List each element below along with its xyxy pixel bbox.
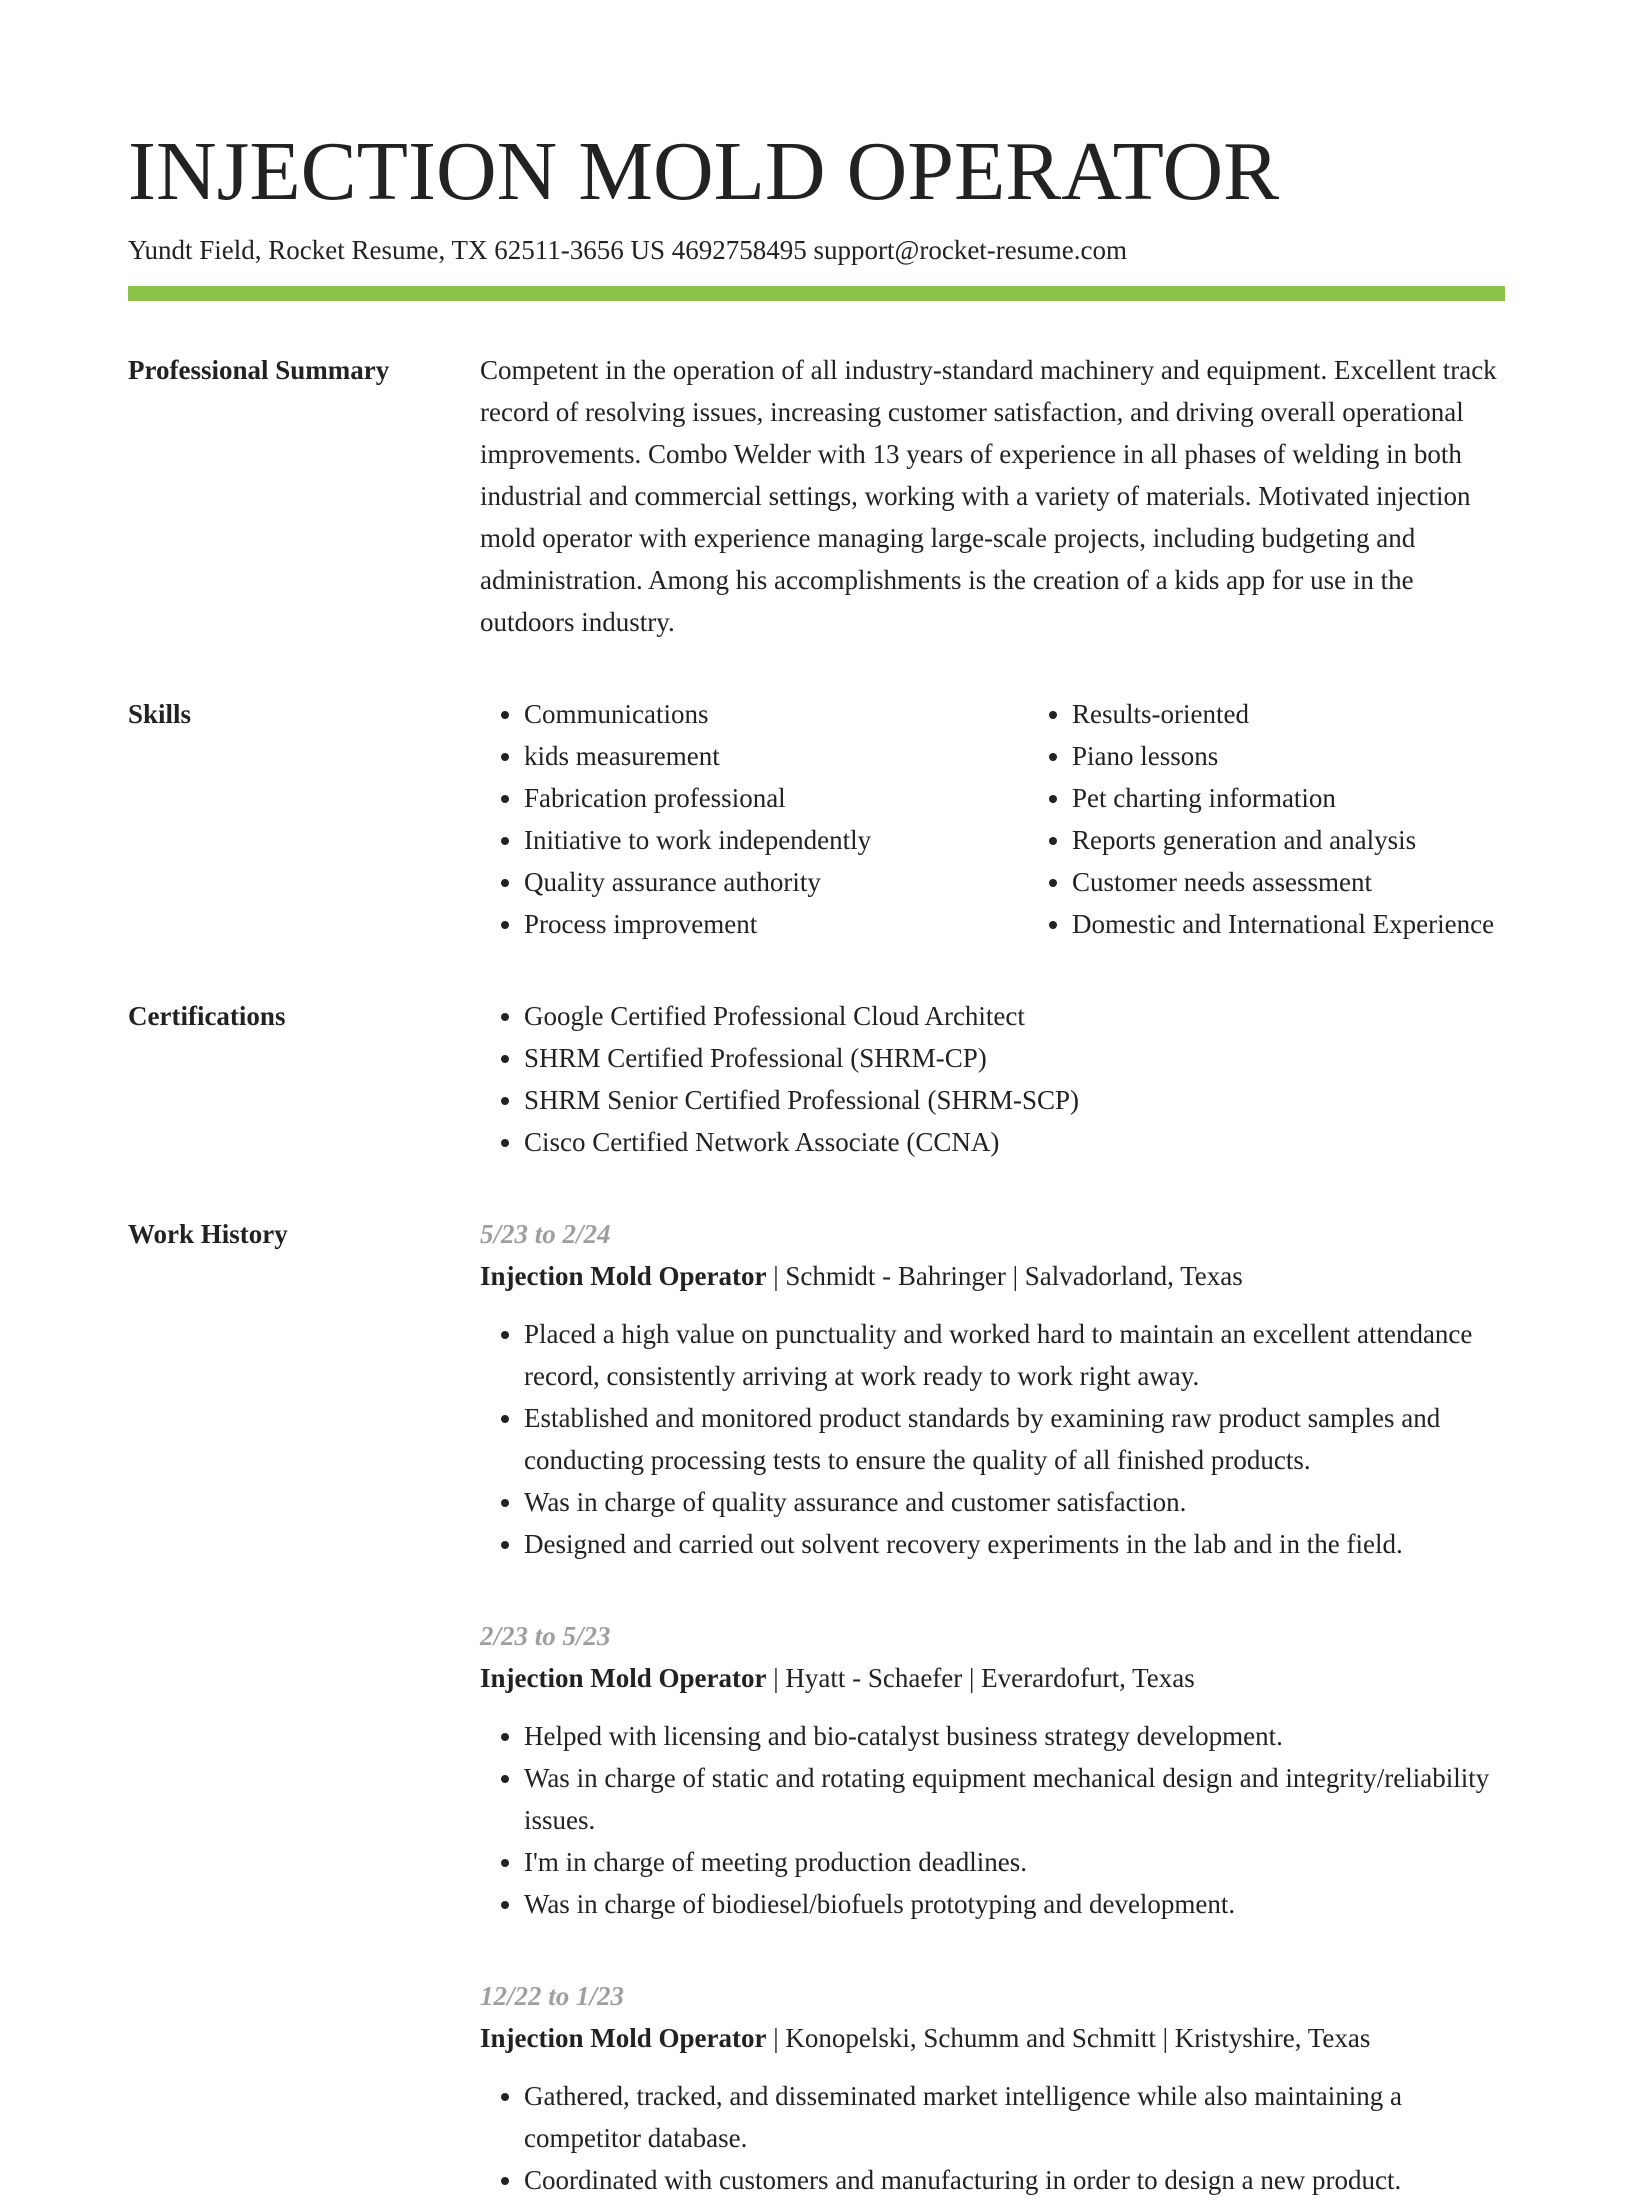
work-history-heading: Work History (128, 1219, 288, 1249)
job-dates: 12/22 to 1/23 (480, 1981, 625, 2011)
skill-item: • Piano lessons (1072, 735, 1576, 777)
skill-item: • Process improvement (524, 903, 1028, 945)
certifications-section (128, 995, 1505, 1163)
contact-line: Yundt Field, Rocket Resume, TX 62511-3656 US 4692758495 support@rocket-resume.com (128, 235, 1127, 265)
job-bullet: • Coordinated with customers and manufacturing in order to design a new product. (524, 2159, 1505, 2201)
skill-item: • Initiative to work independently (524, 819, 1028, 861)
job-bullets (480, 1313, 1505, 1565)
summary-heading: Professional Summary (128, 355, 390, 385)
job-entry (480, 1213, 1505, 1565)
certification-item: • SHRM Certified Professional (SHRM-CP) (524, 1037, 1505, 1079)
job-bullets (480, 1715, 1505, 1925)
job-dates: 2/23 to 5/23 (480, 1621, 611, 1651)
job-bullet: • Was in charge of biodiesel/biofuels prototyping and development. (524, 1883, 1505, 1925)
skills-list-left (480, 693, 1028, 945)
skill-item: • kids measurement (524, 735, 1028, 777)
job-header (480, 1255, 1505, 1297)
job-bullets (480, 2075, 1505, 2201)
certification-item: • Cisco Certified Network Associate (CCNA) (524, 1121, 1505, 1163)
skill-item: • Pet charting information (1072, 777, 1576, 819)
skill-item: • Fabrication professional (524, 777, 1028, 819)
job-bullet: • Helped with licensing and bio-catalyst business strategy development. (524, 1715, 1505, 1757)
job-title: Injection Mold Operator (480, 2023, 767, 2053)
job-header (480, 2017, 1505, 2059)
summary-section (128, 349, 1505, 643)
job-bullet: • Placed a high value on punctuality and worked hard to maintain an excellent attendance record, consistently arriving at work ready to work right away. (524, 1313, 1505, 1397)
job-details: | Schmidt - Bahringer | Salvadorland, Texas (766, 1261, 1243, 1291)
skill-item: • Quality assurance authority (524, 861, 1028, 903)
summary-text: Competent in the operation of all industry-standard machinery and equipment. Excellent track record of resolving issues, increasing customer satisfaction, and driving overall operational improvements. Combo Welder with 13 years of experience in all phases of welding in both industrial and commercial settings, working with a variety of materials. Motivated injection mold operator with experience managing large-scale projects, including budgeting and administration. Among his accomplishments is the creation of a kids app for use in the outdoors industry. (480, 355, 1497, 637)
job-details: | Hyatt - Schaefer | Everardofurt, Texas (766, 1663, 1195, 1693)
skills-section (128, 693, 1505, 945)
job-entry (480, 1615, 1505, 1925)
skill-item: • Customer needs assessment (1072, 861, 1576, 903)
job-bullet: • Was in charge of quality assurance and customer satisfaction. (524, 1481, 1505, 1523)
certification-item: • SHRM Senior Certified Professional (SHRM-SCP) (524, 1079, 1505, 1121)
job-bullet: • Designed and carried out solvent recovery experiments in the lab and in the field. (524, 1523, 1505, 1565)
skill-item: • Communications (524, 693, 1028, 735)
certifications-heading: Certifications (128, 1001, 286, 1031)
certification-item: • Google Certified Professional Cloud Architect (524, 995, 1505, 1037)
job-details: | Konopelski, Schumm and Schmitt | Kristyshire, Texas (766, 2023, 1371, 2053)
job-bullet: • Gathered, tracked, and disseminated market intelligence while also maintaining a competitor database. (524, 2075, 1505, 2159)
skills-list-right (1028, 693, 1576, 945)
job-title: Injection Mold Operator (480, 1663, 767, 1693)
skill-item: • Results-oriented (1072, 693, 1576, 735)
job-dates: 5/23 to 2/24 (480, 1219, 611, 1249)
skill-item: • Reports generation and analysis (1072, 819, 1576, 861)
work-history-section (128, 1213, 1505, 2201)
job-bullet: • I'm in charge of meeting production deadlines. (524, 1841, 1505, 1883)
job-title: Injection Mold Operator (480, 1261, 767, 1291)
resume-page (128, 0, 1505, 2201)
header-divider (128, 286, 1505, 301)
certifications-list (480, 995, 1505, 1163)
job-bullet: • Established and monitored product standards by examining raw product samples and conducting processing tests to ensure the quality of all finished products. (524, 1397, 1505, 1481)
job-entry (480, 1975, 1505, 2201)
skill-item: • Domestic and International Experience (1072, 903, 1576, 945)
job-header (480, 1657, 1505, 1699)
job-bullet: • Was in charge of static and rotating equipment mechanical design and integrity/reliability issues. (524, 1757, 1505, 1841)
resume-title: INJECTION MOLD OPERATOR (128, 125, 1280, 218)
skills-heading: Skills (128, 699, 192, 729)
